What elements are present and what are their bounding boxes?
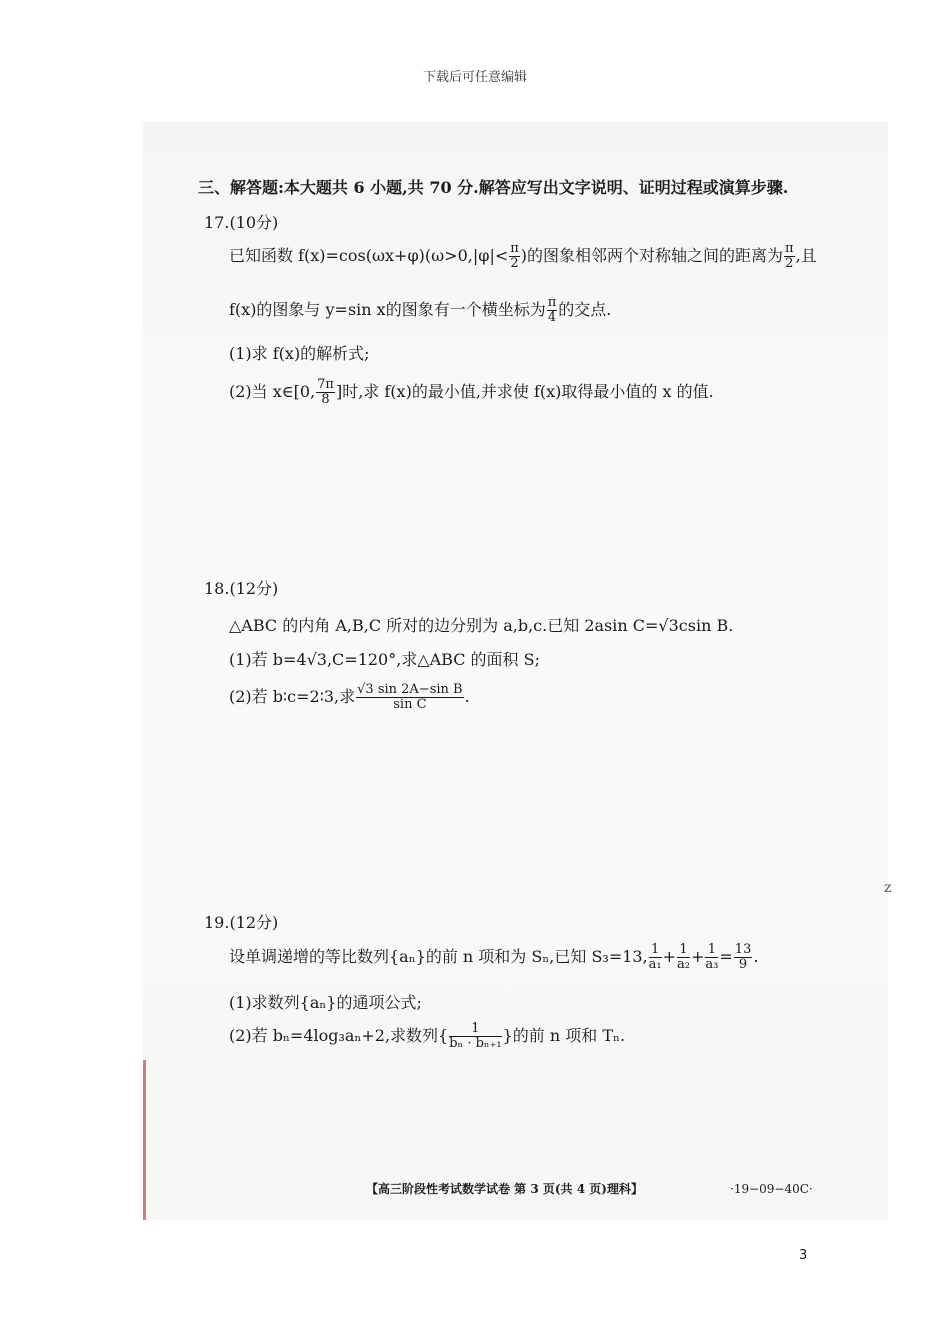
header-note: 下载后可任意编辑 [422,70,527,85]
q19-line1-text-b: . [753,947,759,966]
q17-line1-text-b: )的图象相邻两个对称轴之间的距离为 [520,246,784,265]
q17-fraction-pi-over-4: $\frac{\pi}{4}$ [547,295,557,325]
q18-part1: (1)若 b=4√3,C=120°,求△ABC 的面积 S; [229,650,540,669]
q17-fraction-pi-over-2-b: $\frac{\pi}{2}$ [785,241,794,271]
q19-line1 [229,943,758,972]
stray-mark: z [884,880,892,896]
q19-fraction-1-over-a2: $\frac{1}{\text{a₂}}$ [677,942,691,972]
q17-line1 [229,242,817,271]
q18-fraction-expression: $\frac{\text{√3 sin 2A−sin B}}{\text{sin C}}$ [357,682,463,712]
q19-part2-text-a: (2)若 bₙ=4log₃aₙ+2,求数列{ [229,1026,449,1045]
q17-part2-text-a: (2)当 x∈[0, [229,382,316,401]
q17-fraction-7pi-over-8: $\frac{7\pi}{8}$ [317,377,334,407]
q18-part2-text-a: (2)若 b∶c=2∶3,求 [229,687,356,706]
q17-fraction-pi-over-2: $\frac{\pi}{2}$ [510,241,519,271]
q17-heading: 17.(10分) [204,213,279,232]
q19-fraction-1-over-a1: $\frac{1}{\text{a₁}}$ [648,942,662,972]
page-number: 3 [799,1248,808,1263]
q19-plus-1: + [662,947,677,966]
q18-part2 [229,683,470,712]
q17-part2 [229,378,714,407]
q18-heading: 18.(12分) [204,579,279,598]
q17-part1: (1)求 f(x)的解析式; [229,344,370,363]
q19-part2 [229,1022,625,1051]
scanned-page [143,122,888,1220]
q19-line1-text-a: 设单调递增的等比数列{aₙ}的前 n 项和为 Sₙ,已知 S₃=13, [229,947,648,966]
q19-heading: 19.(12分) [204,913,279,932]
q18-part2-text-b: . [464,687,470,706]
scan-edge-mark [143,1060,146,1220]
q19-part2-text-b: }的前 n 项和 Tₙ. [502,1026,626,1045]
q19-plus-2: + [691,947,705,966]
q17-line1-text-a: 已知函数 f(x)=cos(ωx+φ)(ω>0,|φ|< [229,246,509,265]
q19-equals: = [719,947,733,966]
q18-line1: △ABC 的内角 A,B,C 所对的边分别为 a,b,c.已知 2asin C=√3csin B. [229,616,734,635]
q17-line2 [229,296,611,325]
q17-line2-text-b: 的交点. [558,300,612,319]
footer-exam-title: 【高三阶段性考试数学试卷 第 3 页(共 4 页)理科】 [366,1182,643,1196]
q17-part2-text-b: ]时,求 f(x)的最小值,并求使 f(x)取得最小值的 x 的值. [335,382,714,401]
q19-fraction-13-over-9: $\frac{13}{9}$ [734,942,752,972]
q19-fraction-1-over-bn-bn1: $\frac{1}{\text{bₙ · bₙ₊₁}}$ [449,1021,502,1051]
section-title: 三、解答题:本大题共 6 小题,共 70 分.解答应写出文字说明、证明过程或演算步骤. [198,178,789,197]
footer-code: ·19−09−40C· [730,1182,813,1196]
q19-part1: (1)求数列{aₙ}的通项公式; [229,993,422,1012]
q17-line1-text-c: ,且 [795,246,817,265]
q17-line2-text-a: f(x)的图象与 y=sin x的图象有一个横坐标为 [229,300,546,319]
q19-fraction-1-over-a3: $\frac{1}{\text{a₃}}$ [705,942,719,972]
